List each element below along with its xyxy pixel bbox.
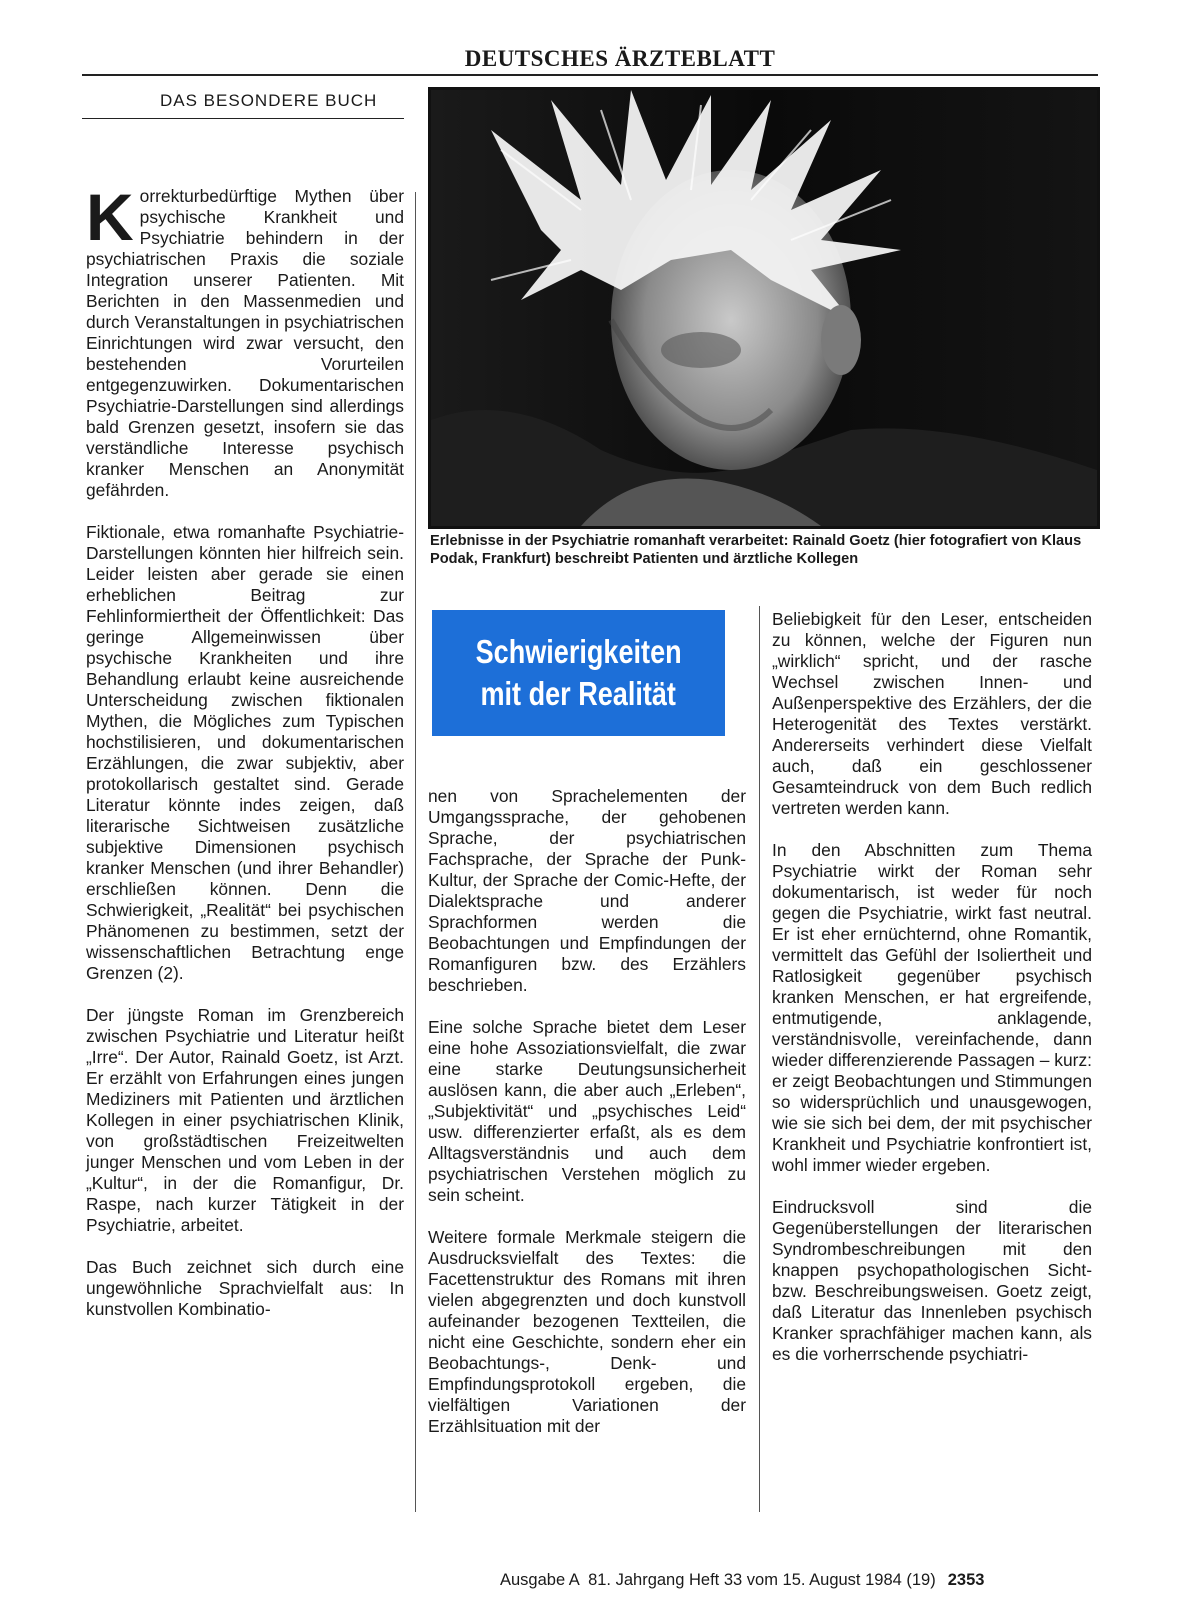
article-title-line-1: Schwierigkeiten [475, 633, 682, 670]
paragraph: nen von Sprachelementen der Umgangssprache, der gehobenen Sprache, der psychiatrischen Fachsprache, der Sprache der Punk-Kultur, der Sprache der Comic-Hefte, der Dialektsprache und anderer Sprachformen werden die Beobachtungen und Empfindungen der Romanfiguren bzw. des Erzählers beschrieben. [428, 786, 746, 995]
article-column-1 [86, 180, 404, 1341]
paragraph: Der jüngste Roman im Grenzbereich zwischen Psychiatrie und Literatur heißt „Irre“. Der Autor, Rainald Goetz, ist Arzt. Er erzählt von Erfahrungen eines jungen Mediziners mit Patienten und ärztlichen Kollegen in einer psychiatrischen Klinik, von großstädtischen Freizeitwelten junger Menschen und vom Leben in der „Kultur“, in der die Romanfigur, Dr. Raspe, nach kurzer Tätigkeit in der Psychiatrie, arbeitet. [86, 1005, 404, 1235]
page-number: 2353 [947, 1571, 985, 1589]
article-column-2 [428, 786, 746, 1458]
article-column-3 [772, 609, 1092, 1386]
section-rule [82, 118, 404, 119]
paragraph: In den Abschnitten zum Thema Psychiatrie wirkt der Roman sehr dokumentarisch, ist weder für noch gegen die Psychiatrie, wirkt fast neutral. Er ist eher ernüchternd, ohne Romantik, vermittelt das Gefühl der Isoliertheit und Ratlosigkeit gegenüber psychisch kranken Menschen, er hat ergreifende, entmutigende, anklagende, verständnisvolle, vereinfachende, dann wieder differenzierende Passagen – kurz: er zeigt Beobachtungen und Stimmungen so widersprüchlich und unausgewogen, wie sie sich bei dem, der mit psychischer Krankheit und Psychiatrie konfrontiert ist, wohl immer wieder ergeben. [772, 840, 1093, 1175]
article-title-line-2: mit der Realität [480, 675, 677, 712]
masthead-rule [82, 74, 1098, 76]
issue-info: Ausgabe A 81. Jahrgang Heft 33 vom 15. August 1984 (19) [500, 1571, 936, 1589]
column-divider [415, 192, 416, 1512]
paragraph: Weitere formale Merkmale steigern die Ausdrucksvielfalt des Textes: die Facettenstruktur des Romans mit ihren vielen abgegrenzten und doch kunstvoll aufeinander bezogenen Textteilen, die nicht eine Geschichte, sondern eher ein Beobachtungs-, Denk- und Empfindungsprotokoll ergeben, die vielfältigen Variationen der Erzählsituation mit der [428, 1227, 746, 1436]
paragraph: Das Buch zeichnet sich durch eine ungewöhnliche Sprachvielfalt aus: In kunstvollen Kombinatio- [86, 1257, 404, 1319]
author-photo [428, 87, 1100, 529]
article-title [432, 610, 725, 736]
paragraph: Beliebigkeit für den Leser, entscheiden zu können, welche der Figuren nun „wirklich“ spricht, und der rasche Wechsel zwischen Innen- und Außenperspektive des Erzählers, der die Heterogenität des Textes verstärkt. Andererseits verhindert diese Vielfalt auch, daß ein geschlossener Gesamteindruck von dem Buch redlich vertreten werden kann. [772, 609, 1092, 818]
paragraph: Eine solche Sprache bietet dem Leser eine hohe Assoziationsvielfalt, die zwar eine starke Deutungsunsicherheit auslösen kann, die aber auch „Erleben“, „Subjektivität“ und „psychisches Leid“ usw. differenzierter erfaßt, als es dem Alltagsverständnis und auch dem psychiatrischen Verstehen möglich zu sein scheint. [428, 1017, 746, 1205]
photo-caption: Erlebnisse in der Psychiatrie romanhaft verarbeitet: Rainald Goetz (hier fotografiert von Klaus Podak, Frankfurt) beschreibt Patienten und ärztliche Kollegen [430, 533, 1082, 567]
paragraph: Korrekturbedürftige Mythen über psychische Krankheit und Psychiatrie behindern in der psychiatrischen Praxis die soziale Integration unserer Patienten. Mit Berichten in den Massenmedien und durch Veranstaltungen in psychiatrischen Einrichtungen wird zwar versucht, den bestehenden Vorurteilen entgegenzuwirken. Dokumentarischen Psychiatrie-Darstellungen sind allerdings bald Grenzen gesetzt, insofern sie das verständliche Interesse psychisch kranker Menschen an Anonymität gefährden. [86, 180, 404, 500]
page-footer [500, 1571, 984, 1590]
drop-cap: K [86, 180, 134, 254]
column-divider-right [759, 606, 760, 1512]
paragraph: Fiktionale, etwa romanhafte Psychiatrie-Darstellungen könnten hier hilfreich sein. Leider leisten aber gerade sie einen erheblichen Beitrag zur Fehlinformiertheit der Öffentlichkeit: Das geringe Allgemeinwissen über psychische Krankheiten und ihre Behandlung erlaubt keine ausreichende Unterscheidung zwischen fiktionalen Mythen, die Mögliches zum Typischen hochstilisieren, und dokumentarischen Erzählungen, die zwar subjektiv, aber protokollarisch gestaltet sind. Gerade Literatur könnte indes zeigen, daß literarische Sichtweisen zusätzliche subjektive Dimensionen psychisch kranker Menschen (und ihrer Behandler) erschließen können. Denn die Schwierigkeit, „Realität“ bei psychischen Phänomenen zu bestimmen, setzt der wissenschaftlichen Betrachtung enge Grenzen (2). [86, 522, 404, 983]
section-label: DAS BESONDERE BUCH [160, 91, 378, 110]
paragraph: Eindrucksvoll sind die Gegenüberstellungen der literarischen Syndrombeschreibungen mit den knappen psychopathologischen Sicht- bzw. Beschreibungsweisen. Goetz zeigt, daß Literatur das Innenleben psychisch Kranker sprachfähiger machen kann, als es die vorherrschende psychiatri- [772, 1197, 1092, 1364]
masthead: DEUTSCHES ÄRZTEBLATT [464, 46, 776, 71]
